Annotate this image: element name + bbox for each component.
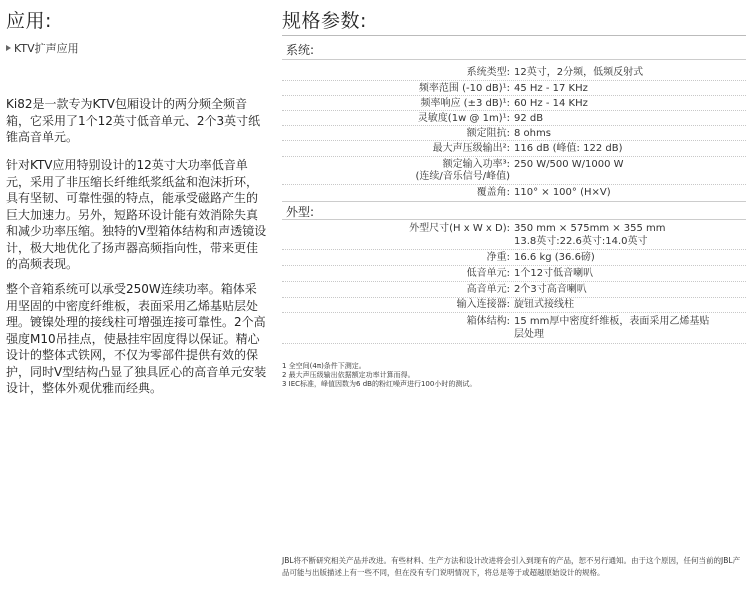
application-heading: 应用: bbox=[6, 10, 52, 32]
row-divider bbox=[282, 125, 746, 126]
spec-value: 250 W/500 W/1000 W bbox=[514, 159, 624, 170]
spec-label: 额定输入功率³: bbox=[442, 159, 510, 170]
intro-paragraph: Ki82是一款专为KTV包厢设计的两分频全频音箱，它采用了1个12英寸低音单元、2个3英寸纸锥高音单元。 bbox=[6, 97, 261, 144]
row-divider bbox=[282, 140, 746, 141]
footnote: 3 IEC标准，峰值因数为6 dB的粉红噪声进行100小时的测试。 bbox=[282, 380, 477, 388]
spec-value: 110° × 100° (H×V) bbox=[514, 187, 611, 198]
spec-value: 15 mm厚中密度纤维板，表面采用乙烯基贴 bbox=[514, 316, 710, 327]
row-divider bbox=[282, 184, 746, 185]
spec-value: 60 Hz - 14 KHz bbox=[514, 98, 588, 109]
spec-value: 350 mm × 575mm × 355 mm bbox=[514, 223, 666, 234]
spec-value-sub: 层处理 bbox=[514, 329, 544, 340]
row-divider bbox=[282, 343, 746, 344]
spec-label: 系统类型: bbox=[466, 67, 510, 78]
spec-label-sub: (连续/音乐信号/峰值) bbox=[415, 171, 510, 182]
row-divider bbox=[282, 80, 746, 81]
spec-value: 1个12寸低音喇叭 bbox=[514, 268, 594, 279]
disclaimer-footer: JBL将不断研究相关产品并改进。有些材料、生产方法和设计改进将会引入到现有的产品，恕不另行通知。由于这个原因，任何当前的JBL产品可能与出版描述上有一些不同，但在没有专门说明情况下，将总是等于或超越原始设计的规格。 bbox=[282, 556, 741, 577]
system-section-label: 系统: bbox=[286, 43, 315, 57]
row-divider bbox=[282, 110, 746, 111]
spec-value: 旋钮式接线柱 bbox=[514, 299, 574, 310]
spec-value: 2个3寸高音喇叭 bbox=[514, 284, 587, 295]
spec-label: 低音单元: bbox=[466, 268, 510, 279]
section-divider bbox=[282, 201, 746, 202]
spec-label: 净重: bbox=[486, 252, 510, 263]
footnote: 1 全空间(4π)条件下测定。 bbox=[282, 362, 366, 370]
specifications-heading: 规格参数: bbox=[282, 10, 367, 32]
spec-value: 12英寸，2分频，低频反射式 bbox=[514, 67, 644, 78]
spec-label: 频率响应 (±3 dB)¹: bbox=[420, 98, 510, 109]
section-divider bbox=[282, 59, 746, 60]
section-divider bbox=[282, 219, 746, 220]
heading-divider bbox=[282, 35, 746, 36]
system-paragraph: 整个音箱系统可以承受250W连续功率。箱体采用坚固的中密度纤维板，表面采用乙烯基贴层处理。镀镍处理的接线柱可增强连接可靠性。2个高强度M10吊挂点，使悬挂牢固度得以保证。精心设计的整体式铁网，不仅为零部件提供有效的保护，同时V型结构凸显了独具匠心的高音单元安装设计，整体外观优雅而经典。 bbox=[6, 282, 267, 395]
spec-label: 频率范围 (-10 dB)¹: bbox=[418, 83, 510, 94]
application-list-item bbox=[6, 40, 79, 56]
exterior-section-label: 外型: bbox=[286, 205, 315, 219]
woofer-paragraph: 针对KTV应用特别设计的12英寸大功率低音单元，采用了非压缩长纤维纸浆纸盆和泡沫折环，具有坚韧、可靠性强的特点，能承受磁路产生的巨大加速力。另外，短路环设计能有效消除失真和减少功率压缩。独特的V型箱体结构和声透镜设计，极大地优化了扬声器高频指向性，带来更佳的高频表现。 bbox=[6, 158, 267, 271]
row-divider bbox=[282, 95, 746, 96]
spec-label: 箱体结构: bbox=[466, 316, 510, 327]
row-divider bbox=[282, 281, 746, 282]
spec-value: 16.6 kg (36.6磅) bbox=[514, 252, 595, 263]
spec-label: 输入连接器: bbox=[456, 299, 510, 310]
spec-label: 高音单元: bbox=[466, 284, 510, 295]
triangle-bullet-icon bbox=[6, 45, 11, 51]
spec-value: 8 ohms bbox=[514, 128, 551, 139]
row-divider bbox=[282, 249, 746, 250]
row-divider bbox=[282, 156, 746, 157]
row-divider bbox=[282, 312, 746, 313]
spec-label: 最大声压级输出²: bbox=[432, 143, 510, 154]
application-item-label: KTV扩声应用 bbox=[14, 42, 79, 55]
spec-value-sub: 13.8英寸:22.6英寸:14.0英寸 bbox=[514, 236, 648, 247]
spec-value: 116 dB (峰值: 122 dB) bbox=[514, 143, 623, 154]
spec-label: 额定阻抗: bbox=[466, 128, 510, 139]
spec-value: 92 dB bbox=[514, 113, 544, 124]
spec-value: 45 Hz - 17 KHz bbox=[514, 83, 588, 94]
spec-label: 灵敏度(1w @ 1m)¹: bbox=[417, 113, 510, 124]
row-divider bbox=[282, 265, 746, 266]
footnote: 2 最大声压级输出依据额定功率计算而得。 bbox=[282, 371, 415, 379]
spec-label: 覆盖角: bbox=[476, 187, 510, 198]
spec-label: 外型尺寸(H x W x D): bbox=[409, 223, 510, 234]
